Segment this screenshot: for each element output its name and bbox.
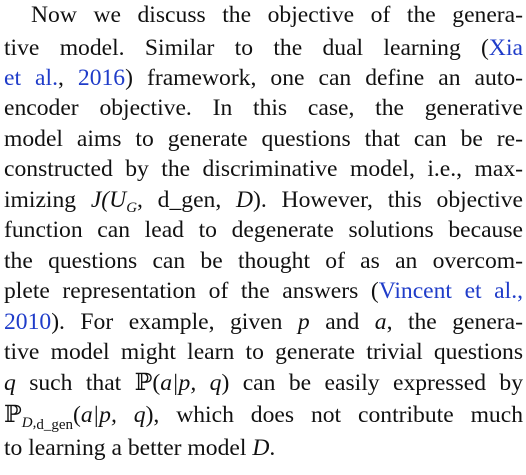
text-span: encoder objective. In this case, the generative	[4, 95, 523, 121]
math-variable: D	[235, 187, 254, 213]
text-span: , d_gen,	[137, 187, 236, 213]
text-line-7	[4, 185, 523, 215]
text-span: constructed by the discriminative model, i.e., max-	[4, 156, 523, 182]
citation-link-vincent[interactable]: Vincent et al.,	[378, 278, 523, 304]
text-line-13	[4, 368, 523, 398]
text-span: and	[309, 309, 375, 335]
math-expression: J(U	[90, 187, 127, 213]
text-span: imizing	[4, 187, 91, 213]
text-span: ), which does not contribute much	[145, 402, 523, 428]
paper-paragraph	[4, 0, 523, 475]
text-span: model aims to generate questions that can be re-	[4, 126, 523, 152]
text-span: , the genera-	[386, 309, 523, 335]
math-subscript: d_gen	[36, 417, 74, 433]
text-span: ,	[57, 65, 78, 91]
text-span: ). However, this objective	[253, 187, 523, 213]
text-line-6	[4, 154, 523, 184]
text-span: ) can be easily expressed by	[221, 370, 523, 396]
text-line-4	[4, 93, 523, 123]
math-variable: a	[374, 309, 387, 335]
text-span: (	[73, 402, 81, 428]
text-span: ) framework, one can define an auto-	[125, 65, 523, 91]
math-variable: p	[297, 309, 310, 335]
citation-link-xia-year[interactable]: 2016	[77, 65, 126, 91]
citation-link-xia[interactable]: Xia	[488, 35, 523, 61]
text-line-3	[4, 63, 523, 93]
text-span: ). For example, given	[51, 309, 298, 335]
text-line-2	[4, 33, 523, 63]
math-symbol: ℙ	[4, 402, 22, 428]
text-line-1	[31, 0, 523, 30]
text-span: the questions can be thought of as an overcom-	[4, 248, 523, 274]
text-span: function can lead to degenerate solutions because	[4, 217, 523, 243]
math-subscript: D,	[21, 415, 37, 431]
text-span: plete representation of the answers (	[4, 278, 379, 304]
citation-link-vincent-year[interactable]: 2010	[4, 309, 52, 335]
text-line-11	[4, 307, 523, 337]
text-line-10	[4, 276, 523, 306]
math-subscript: G	[126, 200, 138, 216]
math-expression: a|p, q	[160, 370, 222, 396]
text-line-5	[4, 124, 523, 154]
text-line-12	[4, 337, 523, 367]
text-span: tive model. Similar to the dual learning (	[4, 35, 489, 61]
text-span: .	[269, 435, 276, 461]
text-span: such that ℙ(	[15, 370, 161, 396]
text-span: tive model might learn to generate trivial questions	[4, 339, 523, 365]
text-span: Now we discuss the objective of the genera-	[31, 2, 523, 28]
math-variable: q	[4, 370, 16, 396]
citation-link-xia-etal[interactable]: et al.	[4, 65, 58, 91]
math-expression: a|p, q	[80, 402, 146, 428]
math-variable: D	[252, 435, 270, 461]
text-span: to learning a better model	[4, 435, 253, 461]
text-line-9	[4, 246, 523, 276]
text-line-14	[4, 400, 523, 433]
text-line-8	[4, 215, 523, 245]
text-line-15	[4, 433, 523, 463]
